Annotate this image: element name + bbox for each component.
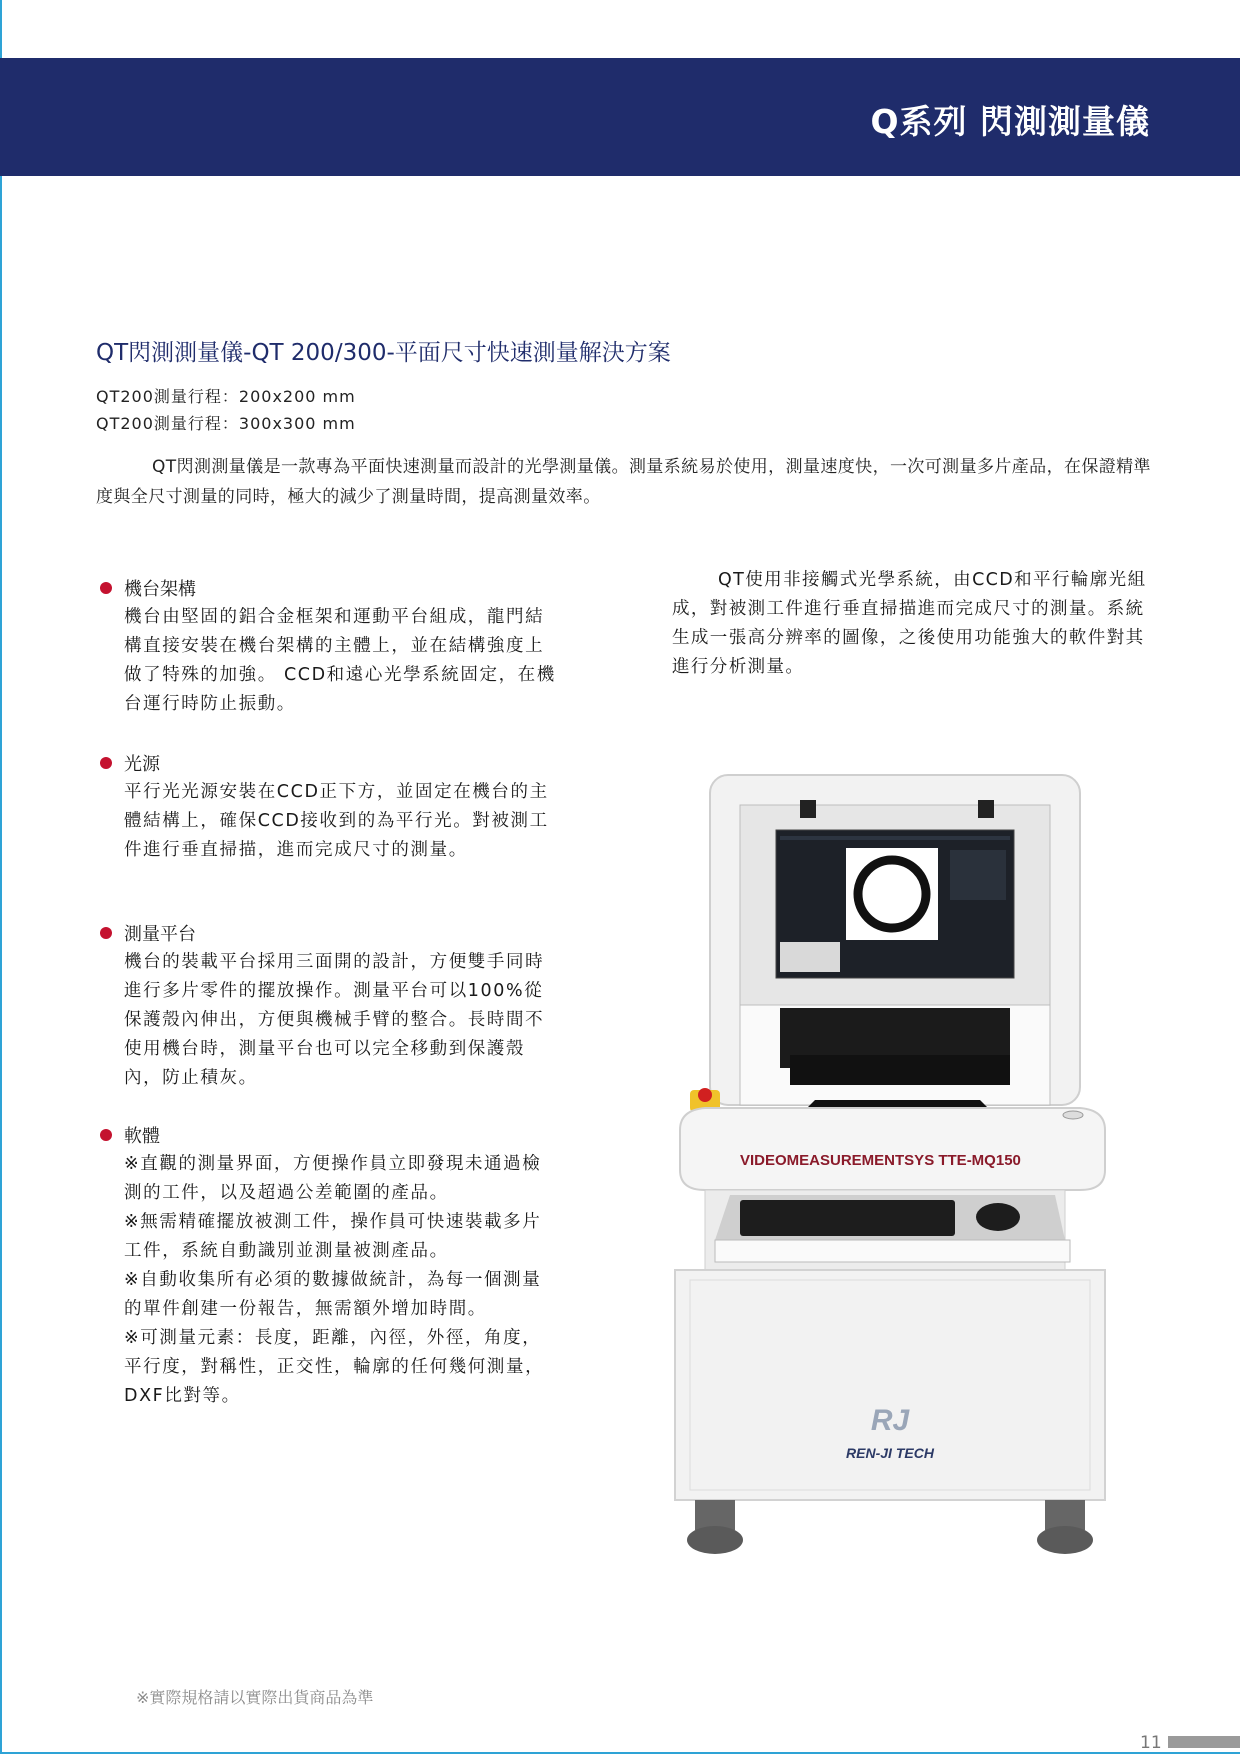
right-column-paragraph: QT使用非接觸式光學系統，由CCD和平行輪廓光組成，對被測工件進行垂直掃描進而完成尺寸的測量。系統生成一張高分辨率的圖像，之後使用功能強大的軟件對其進行分析測量。 — [672, 570, 1147, 677]
spec-line-1: QT200測量行程：200x200 mm — [96, 387, 356, 406]
bullet-icon — [100, 582, 112, 594]
bullet-icon — [100, 1129, 112, 1141]
spec-line-2: QT200測量行程：300x300 mm — [96, 414, 356, 433]
bullet-icon — [100, 757, 112, 769]
intro-paragraph: QT閃測測量儀是一款專為平面快速測量而設計的光學測量儀。測量系統易於使用，測量速度快，一次可測量多片產品，在保證精準度與全尺寸測量的同時，極大的減少了測量時間，提高測量效率。 — [96, 457, 1151, 507]
section-text: 機台的裝載平台採用三面開的設計，方便雙手同時進行多片零件的擺放操作。測量平台可以100%從保護殼內伸出，方便與機械手臂的整合。長時間不使用機台時，測量平台也可以完全移動到保護殼內，防止積灰。 — [124, 952, 545, 1088]
page-number: 11 — [1140, 1733, 1162, 1753]
brand-name: REN-JI TECH — [846, 1445, 934, 1461]
brand-logo-icon: RJ — [870, 1404, 910, 1437]
section-title: 測量平台 — [124, 924, 196, 945]
machine-illustration — [660, 770, 1120, 1570]
section-text: ※直觀的測量界面，方便操作員立即發現未通過檢測的工件，以及超過公差範圍的產品。 — [124, 1154, 542, 1203]
machine-label: VIDEOMEASUREMENTSYS TTE-MQ150 — [740, 1152, 1021, 1169]
section-text: ※無需精確擺放被測工件，操作員可快速裝載多片工件，系統自動識別並測量被測產品。 — [124, 1212, 542, 1261]
section-text: ※自動收集所有必須的數據做統計，為每一個測量的單件創建一份報告，無需額外增加時間。 — [124, 1270, 542, 1319]
section-software — [100, 1120, 560, 1411]
section-title: 軟體 — [124, 1126, 160, 1147]
section-platform — [100, 918, 560, 1093]
section-text: 平行光光源安裝在CCD正下方，並固定在機台的主體結構上，確保CCD接收到的為平行光。對被測工件進行垂直掃描，進而完成尺寸的測量。 — [124, 782, 549, 860]
section-text: 機台由堅固的鋁合金框架和運動平台組成，龍門結構直接安裝在機台架構的主體上，並在結構強度上做了特殊的加強。 CCD和遠心光學系統固定，在機台運行時防止振動。 — [124, 607, 556, 714]
bullet-icon — [100, 927, 112, 939]
section-frame — [100, 573, 560, 719]
header-title: Q系列 閃測測量儀 — [870, 102, 1150, 141]
section-light-source — [100, 748, 560, 865]
page-edge-left — [0, 0, 2, 1754]
section-title: 機台架構 — [124, 579, 196, 600]
section-title: 光源 — [124, 754, 160, 775]
document-headline: QT閃測測量儀-QT 200/300-平面尺寸快速測量解決方案 — [96, 340, 671, 366]
header-banner — [0, 58, 1240, 176]
footer-note: ※實際規格請以實際出貨商品為準 — [136, 1688, 374, 1707]
section-text: ※可測量元素：長度，距離，內徑，外徑，角度，平行度，對稱性，正交性，輪廓的任何幾何測量，DXF比對等。 — [124, 1328, 545, 1406]
page-number-bar — [1168, 1736, 1240, 1748]
